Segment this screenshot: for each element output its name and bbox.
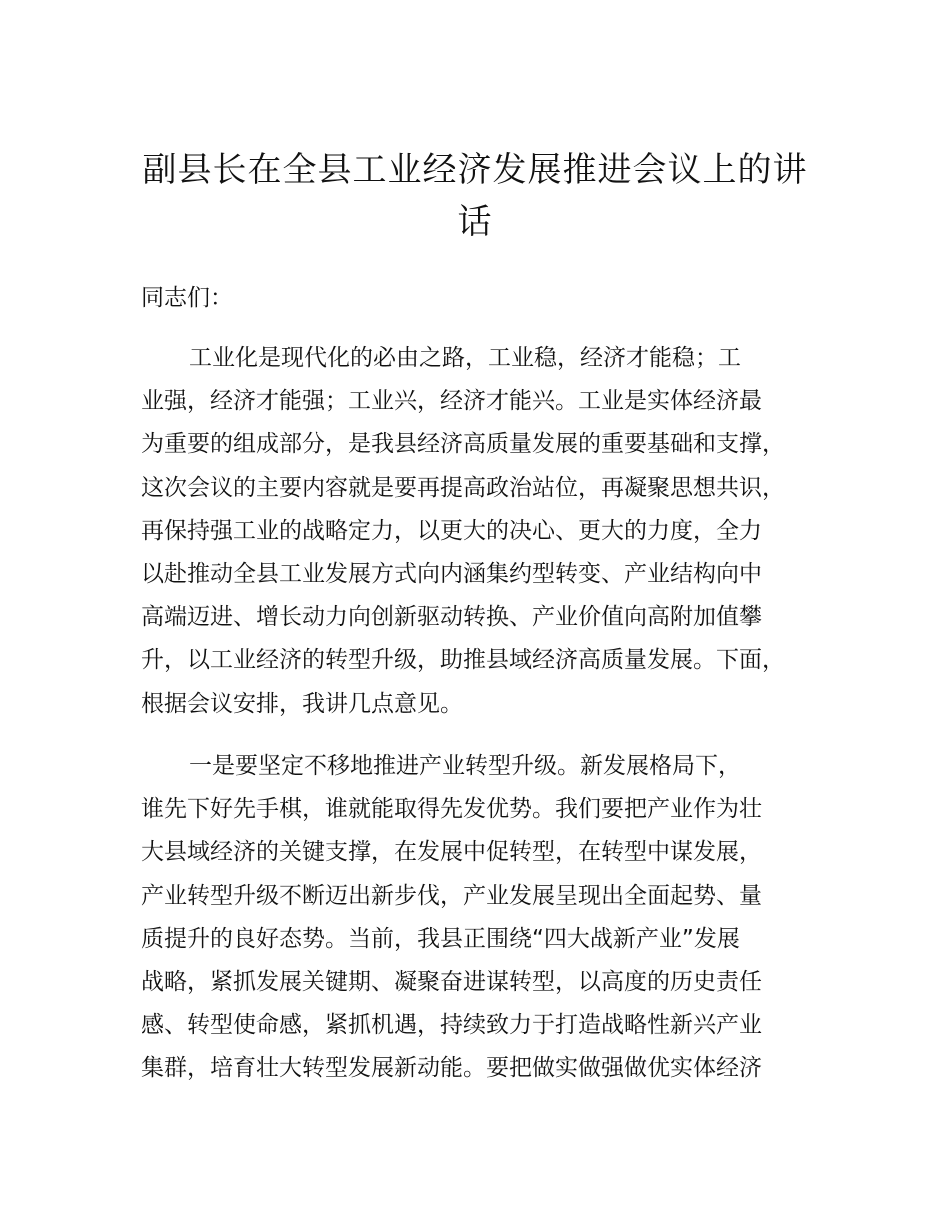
paragraph-line: 战略，紧抓发展关键期、凝聚奋进谋转型，以高度的历史责任 — [141, 969, 762, 996]
title-line: 话 — [457, 202, 493, 242]
body-paragraph — [141, 745, 841, 1091]
salutation: 同志们： — [141, 285, 233, 311]
title-line: 副县长在全县工业经济发展推进会议上的讲 — [142, 150, 808, 190]
paragraph-line: 集群，培育壮大转型发展新动能。要把做实做强做优实体经济 — [141, 1055, 762, 1082]
paragraph-line: 产业转型升级不断迈出新步伐，产业发展呈现出全面起势、量 — [141, 882, 762, 909]
paragraph-line: 业强，经济才能强；工业兴，经济才能兴。工业是实体经济最 — [141, 388, 762, 415]
paragraph-line: 质提升的良好态势。当前，我县正围绕“四大战新产业”发展 — [141, 925, 740, 952]
paragraph-line: 感、转型使命感，紧抓机遇，持续致力于打造战略性新兴产业 — [141, 1012, 762, 1039]
paragraph-line: 一是要坚定不移地推进产业转型升级。新发展格局下， — [189, 753, 741, 779]
paragraph-line: 再保持强工业的战略定力，以更大的决心、更大的力度，全力 — [141, 517, 762, 544]
document-title — [130, 144, 820, 248]
paragraph-line: 以赴推动全县工业发展方式向内涵集约型转变、产业结构向中 — [141, 561, 762, 588]
paragraph-line: 这次会议的主要内容就是要再提高政治站位，再凝聚思想共识， — [141, 474, 785, 501]
paragraph-line: 大县域经济的关键支撑，在发展中促转型，在转型中谋发展， — [141, 839, 762, 866]
paragraph-line: 高端迈进、增长动力向创新驱动转换、产业价值向高附加值攀 — [141, 604, 762, 631]
body-paragraph — [141, 337, 841, 726]
paragraph-line: 谁先下好先手棋，谁就能取得先发优势。我们要把产业作为壮 — [141, 796, 762, 823]
paragraph-line: 工业化是现代化的必由之路，工业稳，经济才能稳；工 — [189, 345, 741, 371]
paragraph-line: 根据会议安排，我讲几点意见。 — [141, 690, 463, 717]
paragraph-line: 为重要的组成部分，是我县经济高质量发展的重要基础和支撑， — [141, 431, 785, 458]
paragraph-line: 升，以工业经济的转型升级，助推县域经济高质量发展。下面， — [141, 647, 785, 674]
